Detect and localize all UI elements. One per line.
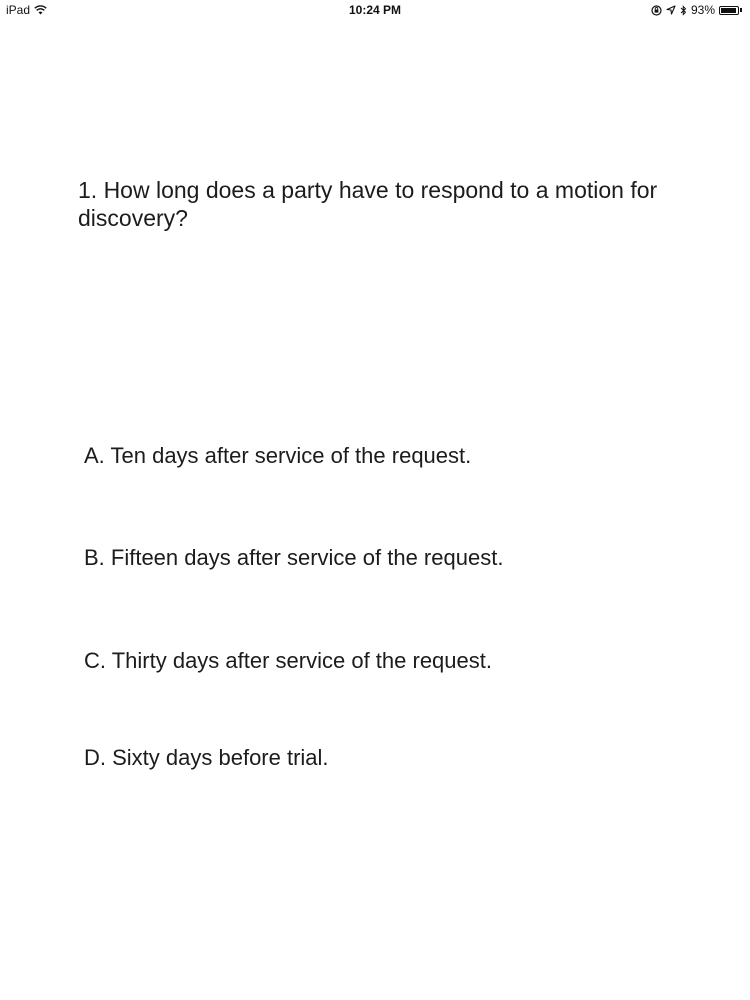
- battery-fill: [721, 8, 736, 13]
- orientation-lock-icon: [651, 5, 662, 16]
- answer-option-b[interactable]: B. Fifteen days after service of the request.: [84, 545, 504, 570]
- battery-percent: 93%: [690, 3, 715, 17]
- device-label: iPad: [6, 3, 31, 17]
- answer-option-d[interactable]: D. Sixty days before trial.: [84, 745, 329, 770]
- status-bar: [0, 0, 750, 22]
- battery-icon: [719, 6, 742, 15]
- question-text: 1. How long does a party have to respond to a motion for discovery?: [78, 177, 658, 231]
- battery-body: [719, 6, 739, 15]
- status-time: 10:24 PM: [348, 3, 402, 17]
- answer-option-c[interactable]: C. Thirty days after service of the request.: [84, 648, 492, 673]
- answer-option-a[interactable]: A. Ten days after service of the request.: [84, 443, 472, 468]
- bluetooth-icon: [680, 5, 687, 16]
- battery-tip: [740, 8, 742, 12]
- status-right: [651, 3, 742, 17]
- location-icon: [666, 5, 676, 15]
